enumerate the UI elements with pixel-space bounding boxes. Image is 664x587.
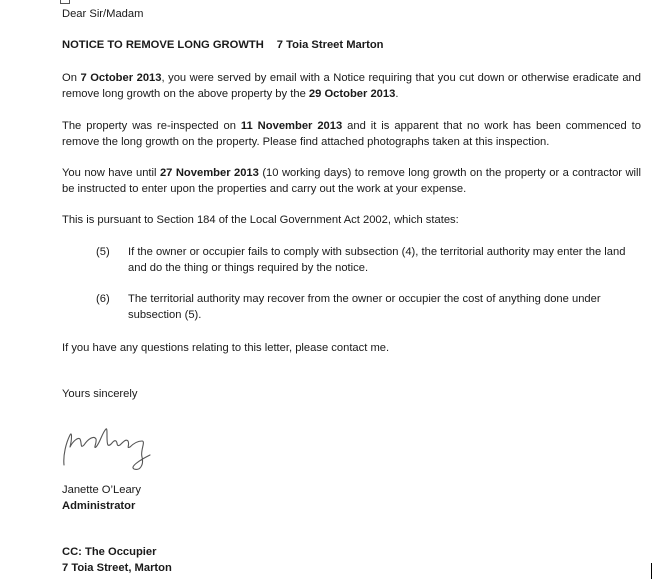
subject-line [62, 37, 384, 53]
clause-text: If the owner or occupier fails to comply with subsection (4), the territorial authority may enter the land and do the thing or things required by the notice. [128, 246, 626, 274]
paragraph-legal-basis: This is pursuant to Section 184 of the Local Government Act 2002, which states: [62, 214, 459, 226]
paragraph-new-deadline [62, 165, 641, 197]
cc-recipient: CC: The Occupier [62, 546, 157, 558]
reinspection-date: 11 November 2013 [240, 120, 343, 132]
text: (10 working days) to remove long growth on the property or a contractor will be instructed to enter upon the properties and carry out the work at your expense. [62, 167, 641, 195]
paragraph-notice-served [62, 70, 641, 102]
paragraph-reinspection [62, 118, 641, 150]
text: On [62, 72, 81, 84]
clause-number: (6) [96, 293, 110, 305]
clause-text: The territorial authority may recover from the owner or occupier the cost of anything done under subsection (5). [128, 293, 601, 321]
page-corner-mark [60, 0, 70, 4]
signatory-title: Administrator [62, 500, 136, 512]
clause-number: (5) [96, 246, 110, 258]
cc-address: 7 Toia Street, Marton [62, 562, 172, 574]
signatory-name: Janette O’Leary [62, 484, 141, 496]
text: . [395, 88, 399, 100]
subject-address: 7 Toia Street Marton [276, 39, 384, 51]
salutation: Dear Sir/Madam [62, 8, 144, 20]
closing: Yours sincerely [62, 388, 138, 400]
paragraph-contact: If you have any questions relating to this letter, please contact me. [62, 342, 390, 354]
text-cursor [651, 563, 652, 579]
handwritten-signature [60, 425, 170, 475]
notice-date: 7 October 2013 [80, 72, 162, 84]
new-deadline-date: 27 November 2013 [159, 167, 259, 179]
text: , you were served by email with a Notice requiring that you cut down or otherwise eradicate and remove long growth on the above property by the [62, 72, 641, 100]
deadline-date: 29 October 2013 [308, 88, 396, 100]
text: You now have until [62, 167, 160, 179]
subject-title: NOTICE TO REMOVE LONG GROWTH [62, 39, 264, 51]
text: and it is apparent that no work has been commenced to remove the long growth on the property. Please find attached photographs taken at this inspection. [62, 120, 641, 148]
text: The property was re-inspected on [62, 120, 241, 132]
